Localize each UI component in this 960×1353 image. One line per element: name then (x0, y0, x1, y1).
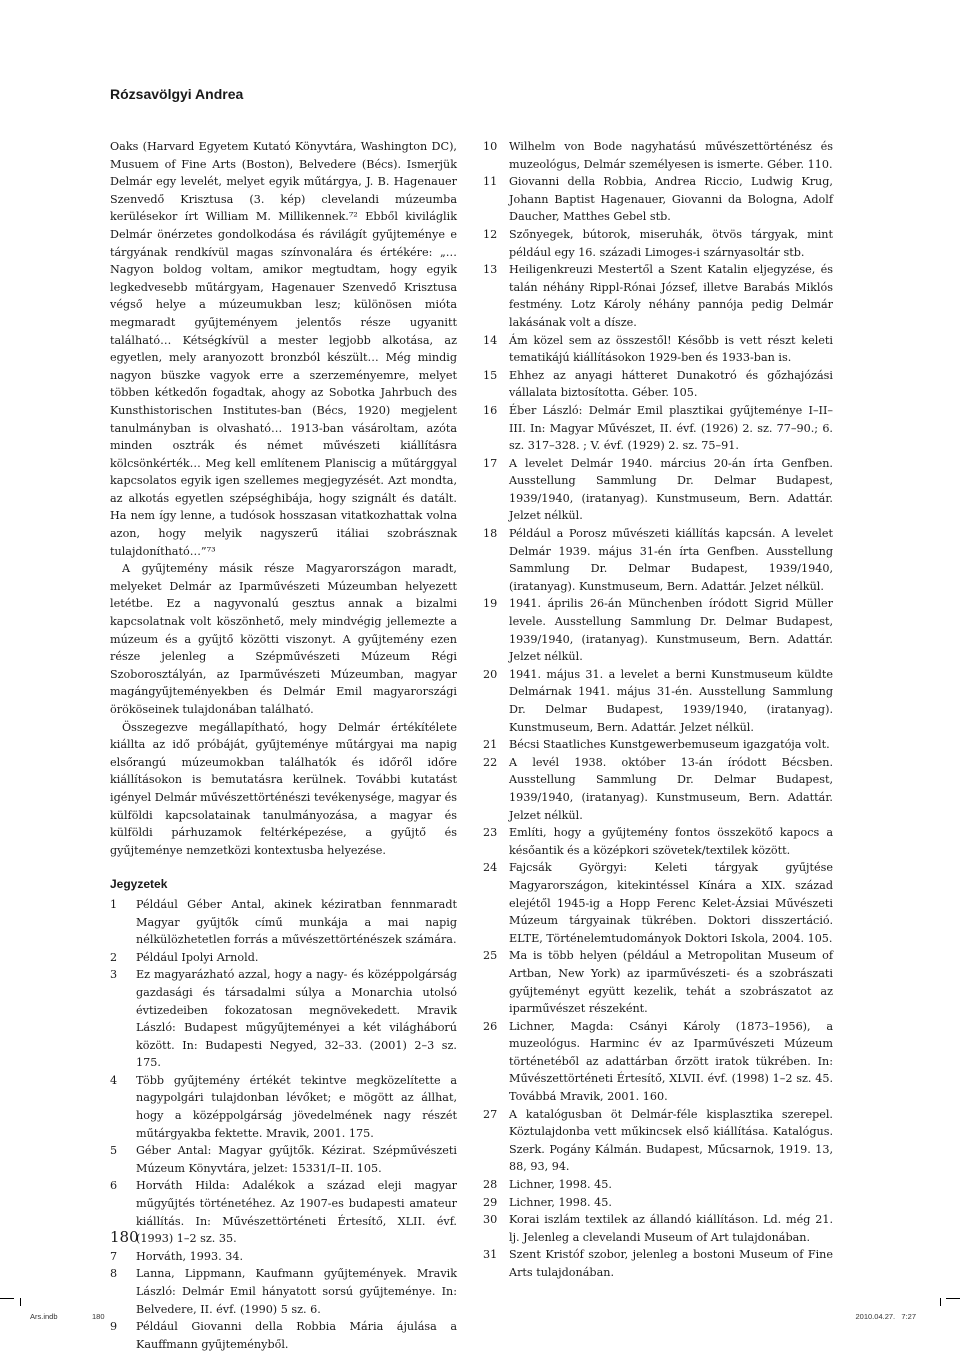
note-text: Heiligenkreuzi Mestertől a Szent Katalin eljegyzése, és talán néhány Rippl-Rónai József, illetve Barabás Miklós festmény. Lotz Károly néhány pannója pedig Delmár lakásának volt a dísze. (509, 263, 833, 329)
note-text: Ehhez az anyagi hátteret Dunakotró és gőzhajózási vállalata biztosította. Géber. 105. (509, 368, 833, 400)
note-text: Például Géber Antal, akinek kéziratban fennmaradt Magyar gyűjtők című munkája a mai napig nélkülözhetetlen forrás a művészettörténészek számára. (136, 897, 457, 947)
note-number: 31 (483, 1248, 498, 1262)
note-item (110, 1265, 457, 1318)
note-number: 27 (483, 1107, 498, 1121)
note-text: Ma is több helyen (például a Metropolitan Museum of Artban, New York) az iparművészeti- és a szobrászati gyűjteményt együtt kezelik, tehát a szobrászatot az iparművészet részeként. (509, 949, 833, 1016)
note-item (483, 754, 833, 824)
note-text: A levél 1938. október 13-án íródott Bécsben. Ausstellung Sammlung Dr. Delmar Budapest, 1939/1940, (iratanyag). Kunstmuseum, Bern. Adattár. Jelzet nélkül. (509, 755, 833, 822)
crop-mark (946, 1298, 960, 1299)
footer-timestamp (856, 1312, 917, 1321)
note-number: 5 (110, 1144, 118, 1158)
note-number: 26 (483, 1019, 498, 1033)
note-number: 12 (483, 227, 498, 241)
note-item (110, 1072, 457, 1142)
note-number: 29 (483, 1195, 498, 1209)
note-text: Ám közel sem az összestől! Később is vett részt keleti tematikájú kiállításokon 1929-ben és 1933-ban is. (509, 333, 833, 365)
note-number: 18 (483, 527, 498, 541)
left-column (110, 138, 457, 1353)
note-item (483, 332, 833, 367)
note-number: 6 (110, 1179, 118, 1193)
note-item (483, 173, 833, 226)
note-number: 21 (483, 738, 498, 752)
note-number: 3 (110, 968, 118, 982)
note-text: Horváth, 1993. 34. (136, 1249, 244, 1263)
note-number: 25 (483, 949, 498, 963)
note-number: 24 (483, 861, 498, 875)
note-number: 16 (483, 403, 498, 417)
note-number: 15 (483, 368, 498, 382)
note-item (483, 666, 833, 736)
note-text: Lichner, Magda: Csányi Károly (1873–1956), a muzeológus. Harminc év az Iparművészeti Múzeum történetéből az adattárban őrzött iratok tükrében. In: Művészettörténeti Értesítő, XLVII. évf. (1998) 1–2 sz. 45. Továbbá Mravik, 2001. 160. (509, 1019, 833, 1104)
note-item (110, 1177, 457, 1247)
note-number: 28 (483, 1178, 498, 1192)
note-item (110, 1248, 457, 1266)
note-number: 7 (110, 1249, 118, 1263)
note-text: Lanna, Lippmann, Kaufmann gyűjtemények. Mravik László: Delmár Emil hányatott sorsú gyűjteménye. In: Belvedere, II. évf. (1990) 5 sz. 6. (136, 1267, 457, 1316)
note-number: 11 (483, 175, 498, 189)
note-text: Ez magyarázható azzal, hogy a nagy- és középpolgárság gazdasági és társadalmi súlya a Monarchia utolsó évtizedeiben fokozatosan megnövekedett. Mravik László: Budapest műgyűjteményei a két világháború között. In: Budapesti Negyed, 32–33. (2001) 2–3 sz. 175. (136, 968, 457, 1070)
note-number: 2 (110, 950, 118, 964)
note-number: 14 (483, 333, 498, 347)
note-item (110, 949, 457, 967)
note-number: 1 (110, 897, 118, 911)
note-text: Szent Kristóf szobor, jelenleg a bostoni Museum of Fine Arts tulajdonában. (509, 1248, 833, 1279)
note-item (483, 859, 833, 947)
note-item (483, 455, 833, 525)
note-item (483, 226, 833, 261)
note-item (110, 966, 457, 1072)
note-item (483, 367, 833, 402)
note-item (483, 1106, 833, 1176)
note-item (483, 947, 833, 1017)
right-column (483, 138, 833, 1282)
body-paragraph: A gyűjtemény másik része Magyarországon maradt, melyeket Delmár az Iparművészeti Múzeumban helyezett letétbe. Ez a nagyvonalú gesztus annak a bizalmi kapcsolatnak volt köszönhető, mely mindvégig jellemezte a múzeum és a gyűjtő közötti viszonyt. A gyűjtemény ezen része jelenleg a Szépművészeti Múzeum Régi Szoborosztályán, az Iparművészeti Múzeumban, magyar magángyűjteményekben és Delmár Emil magyarországi örököseinek tulajdonában található. (110, 562, 457, 716)
note-text: A levelet Delmár 1940. március 20-án írta Genfben. Ausstellung Sammlung Dr. Delmar Budapest, 1939/1940, (iratanyag). Kunstmuseum, Bern. Adattár. Jelzet nélkül. (509, 456, 833, 523)
note-item (483, 261, 833, 331)
note-item (110, 896, 457, 949)
note-item (483, 1246, 833, 1281)
notes-list (483, 138, 833, 1282)
note-number: 10 (483, 140, 498, 153)
note-text: Giovanni della Robbia, Andrea Riccio, Ludwig Krug, Johann Baptist Hagenauer, Giovanni da Bologna, Adolf Daucher, Matthes Gebel stb. (509, 175, 833, 224)
note-text: 1941. április 26-án Münchenben íródott Sigrid Müller levele. Ausstellung Sammlung Dr. Delmar Budapest, 1939/1940, (iratanyag). Kunstmuseum, Bern. Adattár. Jelzet nélkül. (509, 597, 833, 664)
crop-mark (940, 1298, 941, 1306)
note-text: Szőnyegek, bútorok, miseruhák, ötvös tárgyak, mint például egy 16. századi Limoges-i szárnyasoltár stb. (509, 227, 833, 259)
note-item (110, 1142, 457, 1177)
body-paragraph: Összegezve megállapítható, hogy Delmár értékítélete kiállta az idő próbáját, gyűjteménye műtárgyai ma napig elsőrangú múzeumokban találhatók és időről időre kiállításokon is bemutatásra kerülnek. További kutatást igényel Delmár művészettörténészi tevékenysége, magyar és külföldi kapcsolatainak tanulmányozása, a magyar és külföldi párhuzamok feltérképezése, a gyűjtő és gyűjteménye nemzetközi kontextusba helyezése. (110, 720, 457, 857)
note-item (483, 1176, 833, 1194)
note-number: 13 (483, 263, 498, 277)
notes-heading: Jegyzetek (110, 877, 168, 892)
note-item (483, 595, 833, 665)
running-header: Rózsavölgyi Andrea (110, 86, 244, 102)
note-item (483, 402, 833, 455)
note-item (483, 525, 833, 595)
note-text: Például Giovanni della Robbia Mária ájulása a Kauffmann gyűjteményből. (136, 1320, 457, 1351)
note-item (110, 1318, 457, 1353)
note-text: Említi, hogy a gyűjtemény fontos összekötő kapocs a későantik és a középkori szövetek/textilek között. (509, 826, 833, 857)
note-text: Lichner, 1998. 45. (509, 1195, 612, 1209)
note-item (483, 138, 833, 173)
note-text: 1941. május 31. a levelet a berni Kunstmuseum küldte Delmárnak 1941. május 31-én. Ausstellung Sammlung Dr. Delmar Budapest, 1939/1940, (iratanyag). Kunstmuseum, Bern. Adattár. Jelzet nélkül. (509, 667, 833, 734)
note-number: 23 (483, 826, 498, 840)
note-number: 4 (110, 1073, 118, 1087)
note-text: Wilhelm von Bode nagyhatású művészettörténész és muzeológus, Delmár személyesen is ismerte. Géber. 110. (509, 140, 833, 171)
note-number: 22 (483, 755, 498, 769)
note-number: 9 (110, 1320, 118, 1334)
note-text: Géber Antal: Magyar gyűjtők. Kézirat. Szépművészeti Múzeum Könyvtára, jelzet: 15331/I–II. 105. (136, 1144, 457, 1175)
note-text: Bécsi Staatliches Kunstgewerbemuseum igazgatója volt. (509, 738, 830, 752)
body-paragraph: Oaks (Harvard Egyetem Kutató Könyvtára, Washington DC), Musuem of Fine Arts (Boston), Belvedere (Bécs). Ismerjük Delmár egy levelét, melyet egyik műtárgya, J. B. Hagenauer Szenvedő Krisztusa (3. kép) clevelandi múzeumba kerülésekor írt William M. Millikennek.⁷² Ebből kiviláglik Delmár önérzetes gondolkodása és rávilágít gyűjteménye e tárgyának rendkívül magas színvonalára és értékére: „…Nagyon boldog voltam, amikor megtudtam, hogy egyik legkedvesebb műtárgyam, Hagenauer Szenvedő Krisztusa végső helye a múzeumukban lesz; különösen mióta megmaradt gyűjteményem jelentős része ugyanitt található… Kétségkívül a mester legjobb alkotása, az egyetlen, mely aranyozott bronzból készült… Még mindig nagyon büszke vagyok erre a szerzeményemre, melyet többen kétkedőn fogadtak, ahogy az Sobotka Jahrbuch des Kunsthistorischen Institutes-ban (Bécs, 1920) megjelent tanulmányban is olvasható… 1913-ban vásároltam, azóta minden osztrák és német művészeti kiállításra kölcsönkérték… Meg kell említenem Planiscig a műtárggyal kapcsolatos egyik igen szellemes megjegyzését. Azt mondta, az alkotás egyetlen szépséghibája, hogy szignált és datált. Ha nem így lenne, a tudósok hosszasan vitatkozhattak volna azon, hogy melyik nagyszerű itáliai szobrásznak tulajdonítható…”⁷³ (110, 140, 457, 558)
note-text: Például a Porosz művészeti kiállítás kapcsán. A levelet Delmár 1939. május 31-én írta Genfben. Ausstellung Sammlung Dr. Delmar Budapest, 1939/1940, (iratanyag). Kunstmuseum, Bern. Adattár. Jelzet nélkül. (509, 527, 833, 593)
footer-file: Ars.indb (30, 1312, 58, 1321)
note-text: Korai iszlám textilek az állandó kiállításon. Ld. még 21. lj. Jelenleg a clevelandi Museum of Art tulajdonában. (509, 1213, 833, 1244)
note-text: A katalógusban öt Delmár-féle kisplasztika szerepel. Köztulajdonba vett műkincsek első kiállítása. Katalógus. Szerk. Pogány Kálmán. Budapest, Műcsarnok, 1919. 13, 88, 93, 94. (509, 1107, 833, 1174)
note-item (483, 1018, 833, 1106)
crop-mark (0, 1298, 14, 1299)
note-text: Horváth Hilda: Adalékok a század eleji magyar műgyűjtés történetéhez. Az 1907-es budapesti amateur kiállítás. In: Művészettörténeti Értesítő, XLII. évf. (1993) 1–2 sz. 35. (136, 1179, 457, 1246)
note-number: 30 (483, 1213, 498, 1227)
note-text: Például Ipolyi Arnold. (136, 950, 259, 964)
note-number: 19 (483, 597, 498, 611)
note-number: 17 (483, 456, 498, 470)
note-number: 20 (483, 667, 498, 681)
note-item (483, 1194, 833, 1212)
note-text: Több gyűjtemény értékét tekintve megközelítette a nagypolgári tulajdonban lévőket; e mögött az állhat, hogy a középpolgárság jövedelmének nagy részét műtárgyakba fektette. Mravik, 2001. 175. (136, 1073, 457, 1140)
note-text: Lichner, 1998. 45. (509, 1178, 612, 1192)
footer-page: 180 (92, 1312, 105, 1321)
page-number: 180 (110, 1228, 139, 1246)
note-item (483, 736, 833, 754)
crop-mark (20, 1298, 21, 1306)
notes-list (110, 896, 457, 1353)
footer-date: 2010.04.27. (855, 1312, 896, 1321)
note-text: Éber László: Delmár Emil plasztikai gyűjteménye I–II–III. In: Magyar Művészet, II. évf. (1926) 2. sz. 77–90.; 6. sz. 317–328. ; V. évf. (1929) 2. sz. 75–91. (509, 403, 833, 453)
note-text: Fajcsák Györgyi: Keleti tárgyak gyűjtése Magyarországon, kitekintéssel Kínára a XIX. század elejétől 1945-ig a Hopp Ferenc Kelet-Ázsiai Művészeti Múzeum tárgyainak tükrében. Doktori disszertáció. ELTE, Történelemtudományok Doktori Iskola, 2004. 105. (509, 861, 833, 945)
footer-time: 7:27 (901, 1312, 916, 1321)
note-item (483, 1211, 833, 1246)
note-number: 8 (110, 1267, 118, 1281)
note-item (483, 824, 833, 859)
